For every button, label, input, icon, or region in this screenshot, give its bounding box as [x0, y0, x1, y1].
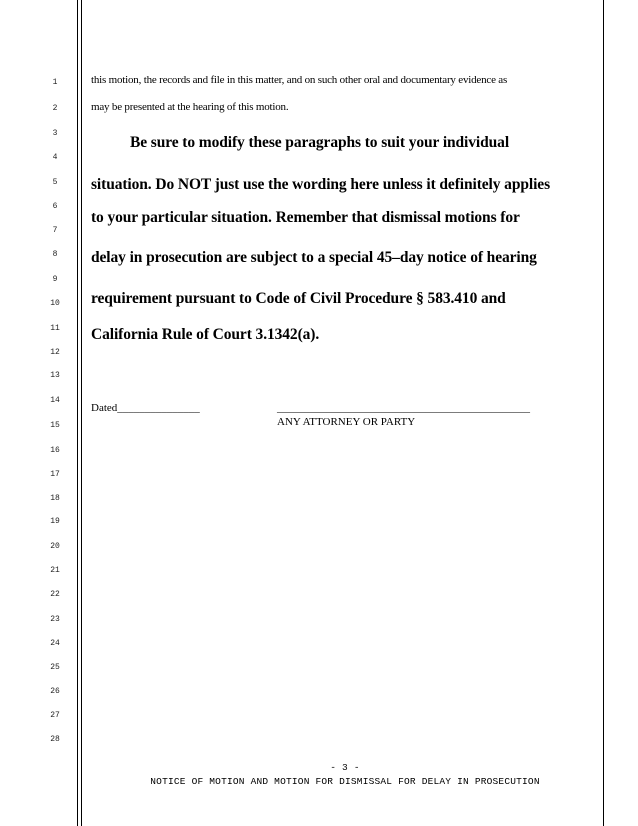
line-number: 18 [50, 494, 60, 503]
line-number: 17 [50, 470, 60, 479]
line-number: 13 [50, 371, 60, 380]
line-number: 3 [52, 129, 58, 138]
footer-title: NOTICE OF MOTION AND MOTION FOR DISMISSAL FOR DELAY IN PROSECUTION [150, 776, 540, 787]
line-number: 19 [50, 517, 60, 526]
instruction-line: to your particular situation. Remember that dismissal motions for [91, 209, 520, 226]
left-margin-rule-outer [77, 0, 78, 826]
instruction-line: California Rule of Court 3.1342(a). [91, 326, 320, 343]
line-number: 23 [50, 615, 60, 624]
line-number: 5 [52, 178, 58, 187]
line-number: 26 [50, 687, 60, 696]
line-number: 1 [52, 78, 58, 87]
line-number: 22 [50, 590, 60, 599]
instruction-line: delay in prosecution are subject to a special 45–day notice of hearing [91, 249, 537, 266]
line-number: 11 [50, 324, 60, 333]
line-number: 28 [50, 735, 60, 744]
line-number: 24 [50, 639, 60, 648]
line-number: 6 [52, 202, 58, 211]
line-number: 21 [50, 566, 60, 575]
body-text-line: this motion, the records and file in this matter, and on such other oral and documentary evidence as [91, 74, 508, 86]
line-number: 27 [50, 711, 60, 720]
page-number: - 3 - [330, 762, 360, 773]
line-number: 16 [50, 446, 60, 455]
instruction-line: Be sure to modify these paragraphs to suit your individual [130, 134, 510, 151]
line-number: 25 [50, 663, 60, 672]
line-number: 20 [50, 542, 60, 551]
dated-line: Dated_______________ [91, 402, 200, 414]
line-number: 15 [50, 421, 60, 430]
line-number: 4 [52, 153, 58, 162]
line-number: 8 [52, 250, 58, 259]
left-margin-rule-inner [81, 0, 82, 826]
line-number: 7 [52, 226, 58, 235]
line-number: 2 [52, 104, 58, 113]
signature-line: ______________________________________________ [277, 402, 530, 414]
right-margin-rule [603, 0, 604, 826]
body-text-line: may be presented at the hearing of this motion. [91, 101, 289, 113]
line-number: 14 [50, 396, 60, 405]
line-number: 9 [52, 275, 58, 284]
instruction-line: situation. Do NOT just use the wording here unless it definitely applies [91, 176, 550, 193]
instruction-line: requirement pursuant to Code of Civil Procedure § 583.410 and [91, 290, 506, 307]
signer-label: ANY ATTORNEY OR PARTY [277, 416, 416, 428]
line-number: 10 [50, 299, 60, 308]
line-number: 12 [50, 348, 60, 357]
